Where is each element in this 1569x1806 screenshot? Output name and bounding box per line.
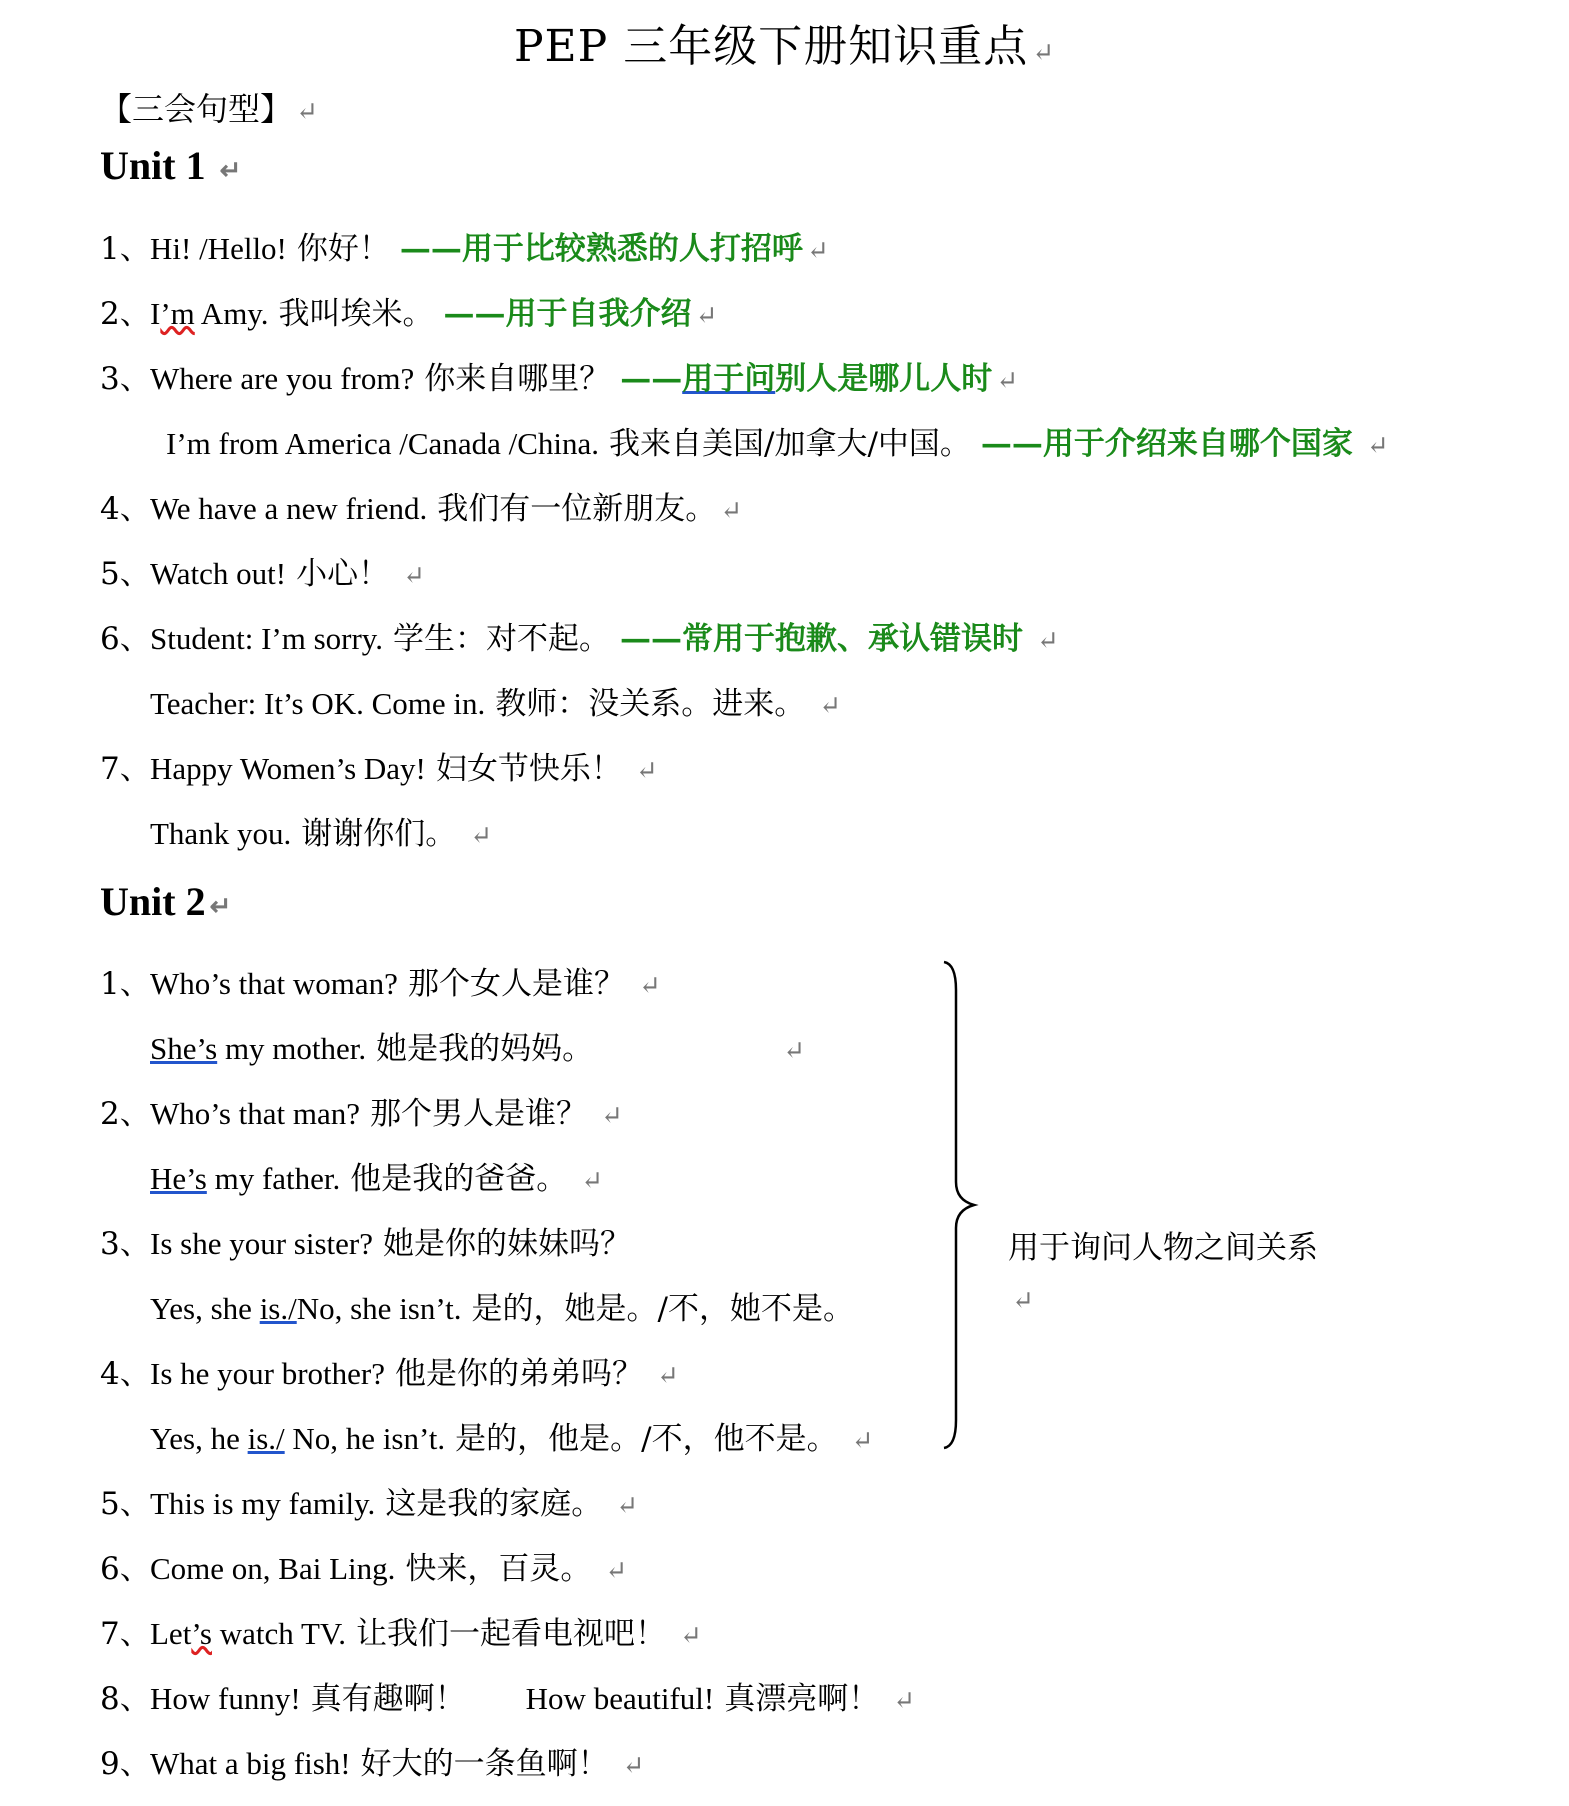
unit1-line-2: 2、I’m Amy. 我叫埃米。 ——用于自我介绍 ↵ <box>100 296 718 332</box>
unit2-line-7: 7、Let’s watch TV. 让我们一起看电视吧！ ↵ <box>100 1616 702 1652</box>
unit2-line-2-answer: He’s my father. 他是我的爸爸。 ↵ <box>150 1161 603 1197</box>
unit2-line-4-answer: Yes, he is./ No, he isn’t. 是的，他是。/不，他不是。 ↵ <box>150 1421 874 1457</box>
page-title: PEP 三年级下册知识重点 ↵ <box>513 21 1056 72</box>
unit1-line-7: 7、Happy Women’s Day! 妇女节快乐！ ↵ <box>100 751 658 787</box>
unit2-line-3-answer: Yes, she is./No, she isn’t. 是的，她是。/不，她不是。 <box>150 1291 854 1327</box>
unit2-line-5: 5、This is my family. 这是我的家庭。 ↵ <box>100 1486 638 1522</box>
paragraph-mark-icon: ↵ <box>1012 1286 1034 1316</box>
unit1-line-1: 1、Hi! /Hello! 你好！ ——用于比较熟悉的人打招呼 ↵ <box>100 231 829 267</box>
unit2-line-6: 6、Come on, Bai Ling. 快来，百灵。 ↵ <box>100 1551 628 1587</box>
unit2-line-9: 9、What a big fish! 好大的一条鱼啊！ ↵ <box>100 1746 645 1782</box>
bracket-label: 用于询问人物之间关系 <box>1008 1230 1318 1266</box>
unit1-line-4: 4、We have a new friend. 我们有一位新朋友。 ↵ <box>100 491 743 527</box>
unit2-heading: Unit 2 ↵ <box>100 879 232 924</box>
unit2-line-3: 3、Is she your sister? 她是你的妹妹吗？ <box>100 1226 631 1262</box>
unit1-line-6: 6、Student: I’m sorry. 学生：对不起。 ——常用于抱歉、承认错误时 ↵ <box>100 621 1059 657</box>
curly-brace-icon <box>940 960 980 1450</box>
unit2-line-1-answer: She’s my mother. 她是我的妈妈。 ↵ <box>150 1031 805 1067</box>
unit2-line-4: 4、Is he your brother? 他是你的弟弟吗？ ↵ <box>100 1356 679 1392</box>
unit2-line-1: 1、Who’s that woman? 那个女人是谁？ ↵ <box>100 966 661 1002</box>
unit2-line-2: 2、Who’s that man? 那个男人是谁？ ↵ <box>100 1096 623 1132</box>
unit1-line-7-answer: Thank you. 谢谢你们。 ↵ <box>150 816 492 852</box>
unit1-heading: Unit 1 ↵ <box>100 143 242 188</box>
unit1-line-3: 3、Where are you from? 你来自哪里？ ——用于问别人是哪儿人时 ↵ <box>100 361 1019 397</box>
paragraph-mark-icon: ↵ <box>1032 38 1056 68</box>
unit1-line-6-answer: Teacher: It’s OK. Come in. 教师：没关系。进来。 ↵ <box>150 686 841 722</box>
unit2-line-8: 8、How funny! 真有趣啊！ How beautiful! 真漂亮啊！ ↵ <box>100 1681 915 1717</box>
unit1-line-5: 5、Watch out! 小心！ ↵ <box>100 556 425 592</box>
section-heading: 【三会句型】 ↵ <box>100 90 318 128</box>
unit1-line-3-answer: I’m from America /Canada /China. 我来自美国/加拿大/中国。 ——用于介绍来自哪个国家 ↵ <box>166 426 1389 462</box>
